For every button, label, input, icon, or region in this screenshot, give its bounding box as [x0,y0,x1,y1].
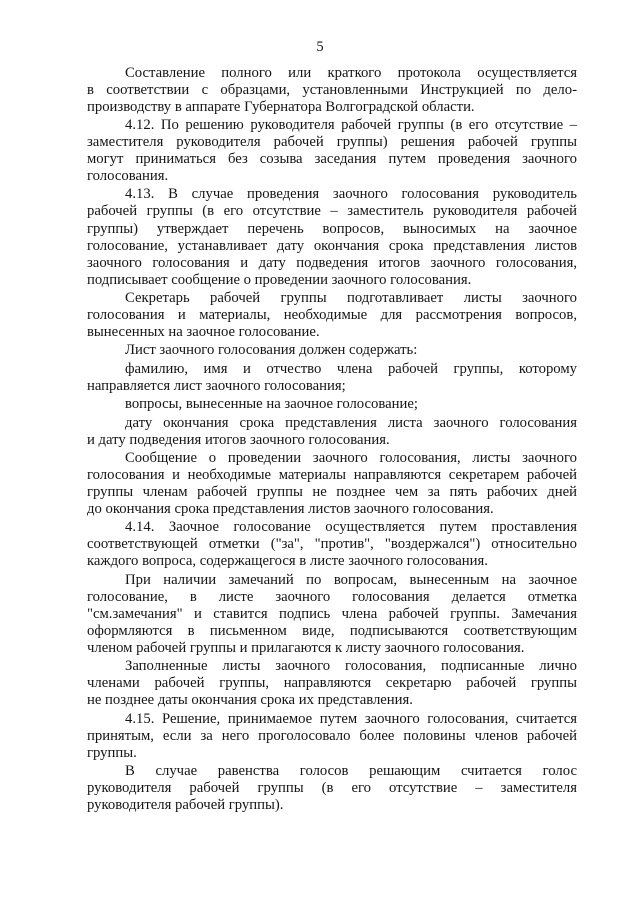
text-line: могут приниматься без созыва заседания путем проведения заочного [87,151,577,168]
paragraph-ballot-contents [87,342,577,359]
text-line: направляется лист заочного голосования; [87,377,346,394]
list-item-deadline [87,415,577,449]
text-line: 4.13. В случае проведения заочного голосования руководитель [125,186,577,203]
text-line: вынесенных на заочное голосование. [87,324,320,341]
text-line: В случае равенства голосов решающим считается голос [125,763,577,780]
text-line: оформляются в письменном виде, подписываются соответствующим [87,622,577,639]
text-line: до окончания срока представления листов заочного голосования. [87,501,494,518]
paragraph-4-14 [87,519,577,570]
text-line: не позднее даты окончания срока их представления. [87,692,413,709]
text-line: Секретарь рабочей группы подготавливает листы заочного [125,290,577,306]
text-line: руководителя рабочей группы). [87,797,284,814]
text-line: заочного голосования и дату подведения итогов заочного голосования, [87,254,577,271]
text-line: и дату подведения итогов заочного голосования. [87,431,390,448]
text-line: 4.15. Решение, принимаемое путем заочного голосования, считается [125,710,577,727]
text-line: каждого вопроса, содержащегося в листе заочного голосования. [87,553,488,570]
text-line: голосование, в листе заочного голосования делается отметка [87,588,577,605]
paragraph-notice [87,450,577,518]
text-line: "см.замечания" и ставится подпись члена рабочей группы. Замечания [87,605,577,622]
text-line: соответствующей отметки ("за", "против", "воздержался") относительно [87,536,577,553]
text-line: фамилию, имя и отчество члена рабочей группы, которому [125,360,577,377]
text-line: производству в аппарате Губернатора Волгоградской области. [87,98,475,115]
text-line: рабочей группы (в его отсутствие – заместитель руководителя рабочей [87,203,577,220]
text-line: группы) утверждает перечень вопросов, выносимых на заочное [87,220,577,237]
paragraph-completed-ballots [87,658,577,709]
text-line: вопросы, вынесенные на заочное голосование; [125,396,418,413]
text-line: При наличии замечаний по вопросам, вынесенным на заочное [125,571,577,588]
text-line: голосование, устанавливает дату окончания срока представления листов [87,237,577,254]
paragraph-remarks [87,572,577,657]
paragraph-4-13 [87,186,577,288]
text-line: членами рабочей группы, направляются секретарю рабочей группы [87,675,577,692]
text-line: Заполненные листы заочного голосования, подписанные лично [125,658,577,675]
text-line: подписывает сообщение о проведении заочного голосования. [87,271,472,288]
text-line: 4.12. По решению руководителя рабочей группы (в его отсутствие – [125,116,577,133]
text-line: руководителя рабочей группы (в его отсутствие – заместителя [87,780,577,797]
text-line: голосования и материалы, необходимые для рассмотрения вопросов, [87,307,577,324]
document-body [87,65,577,815]
paragraph-secretary [87,290,577,341]
text-line: группы членам рабочей группы не позднее чем за пять рабочих дней [87,484,577,500]
paragraph-4-15 [87,711,577,762]
text-line: Сообщение о проведении заочного голосования, листы заочного [125,449,577,466]
text-line: заместителя руководителя рабочей группы) решения рабочей группы [87,133,577,150]
text-line: в соответствии с образцами, установленными Инструкцией по дело- [87,81,577,98]
text-line: голосования и необходимые материалы направляются секретарем рабочей [87,466,577,483]
text-line: группы. [87,744,137,761]
paragraph-protocol [87,65,577,116]
paragraph-4-12 [87,117,577,185]
text-line: членом рабочей группы и прилагаются к листу заочного голосования. [87,640,525,657]
text-line: Лист заочного голосования должен содержать: [125,342,418,359]
text-line: 4.14. Заочное голосование осуществляется путем проставления [125,519,577,536]
paragraph-tie-vote [87,763,577,814]
text-line: принятым, если за него проголосовало более половины членов рабочей [87,727,577,744]
list-item-full-name [87,361,577,395]
text-line: голосования. [87,168,169,185]
list-item-questions [87,396,577,413]
page-number: 5 [316,38,324,55]
text-line: Составление полного или краткого протокола осуществляется [125,64,577,81]
text-line: дату окончания срока представления листа заочного голосования [125,414,577,431]
